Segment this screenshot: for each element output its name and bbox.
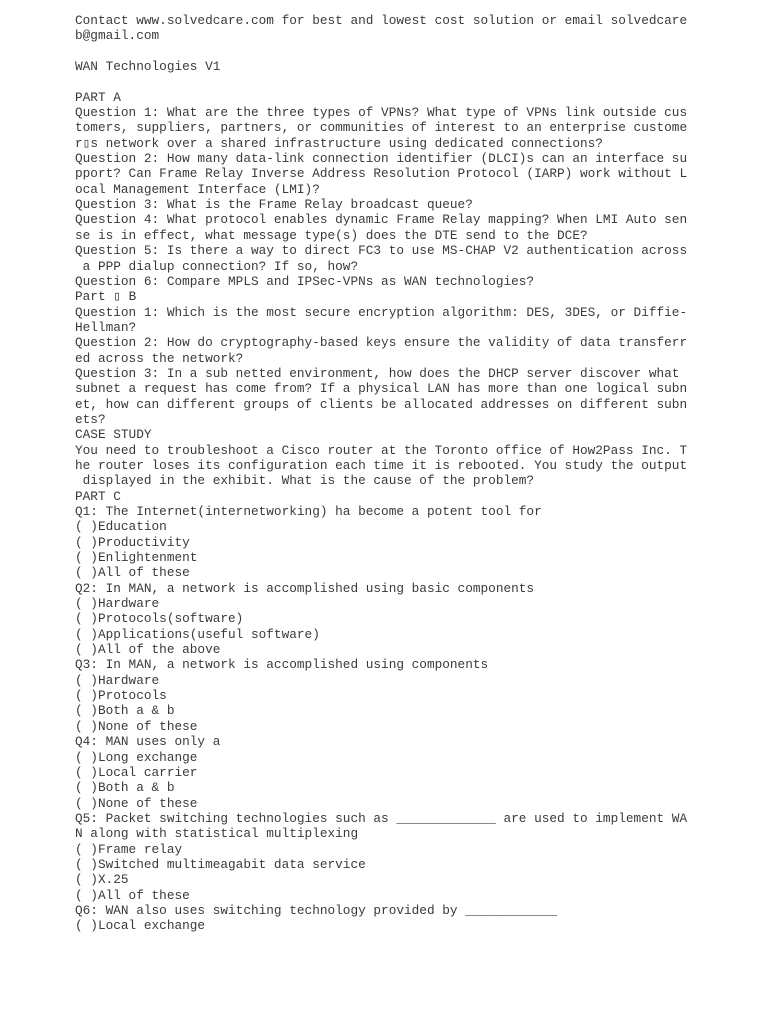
text-line: he router loses its configuration each time it is rebooted. You study the output (75, 457, 688, 473)
text-line: et, how can different groups of clients be allocated addresses on different subn (75, 396, 688, 412)
option-line: ( )Enlightenment (75, 550, 198, 566)
case-study-heading: CASE STUDY (75, 427, 152, 443)
option-line: ( )Education (75, 519, 167, 535)
option-line: ( )Hardware (75, 596, 160, 612)
document-title: WAN Technologies V1 (75, 59, 221, 75)
option-line: ( )Protocols(software) (75, 611, 244, 627)
question-line: Q3: In MAN, a network is accomplished using components (75, 657, 489, 673)
option-line: ( )None of these (75, 795, 198, 811)
option-line: ( )Frame relay (75, 841, 183, 857)
text-line: r▯s network over a shared infrastructure using dedicated connections? (75, 135, 603, 151)
text-line: Question 5: Is there a way to direct FC3 to use MS-CHAP V2 authentication across (75, 243, 688, 259)
option-line: ( )Both a & b (75, 703, 175, 719)
text-line: Question 2: How many data-link connection identifier (DLCI)s can an interface su (75, 151, 688, 167)
text-line: Question 1: Which is the most secure encryption algorithm: DES, 3DES, or Diffie- (75, 304, 688, 320)
part-b-heading: Part ▯ B (75, 289, 137, 305)
spacer (75, 74, 685, 89)
text-line: ocal Management Interface (LMI)? (75, 181, 320, 197)
part-c-heading: PART C (75, 488, 121, 504)
text-line: ed across the network? (75, 350, 244, 366)
text-line: Question 2: How do cryptography-based keys ensure the validity of data transferr (75, 335, 688, 351)
spacer (75, 44, 685, 59)
option-line: ( )Applications(useful software) (75, 626, 320, 642)
text-line: Question 4: What protocol enables dynamic Frame Relay mapping? When LMI Auto sen (75, 212, 688, 228)
option-line: ( )Long exchange (75, 749, 198, 765)
contact-line-1: Contact www.solvedcare.com for best and lowest cost solution or email solvedcare (75, 13, 688, 28)
option-line: ( )All of these (75, 887, 190, 903)
option-line: ( )Protocols (75, 688, 167, 704)
question-line: Q1: The Internet(internetworking) ha become a potent tool for (75, 504, 542, 519)
option-line: ( )All of these (75, 565, 190, 581)
option-line: ( )Hardware (75, 672, 160, 688)
question-line: Q4: MAN uses only a (75, 734, 221, 750)
contact-line-2: b@gmail.com (75, 28, 160, 44)
question-line: Q2: In MAN, a network is accomplished using basic components (75, 580, 535, 596)
option-line: ( )Local carrier (75, 764, 198, 780)
text-line: subnet a request has come from? If a physical LAN has more than one logical subn (75, 381, 688, 397)
text-line: ets? (75, 411, 106, 427)
text-line: a PPP dialup connection? If so, how? (75, 258, 359, 274)
part-a-heading: PART A (75, 89, 121, 105)
option-line: ( )Local exchange (75, 918, 206, 934)
option-line: ( )X.25 (75, 872, 129, 888)
question-line: Q5: Packet switching technologies such as _____________ are used to implement WA (75, 810, 688, 826)
text-line: tomers, suppliers, partners, or communities of interest to an enterprise custome (75, 120, 688, 136)
text-line: Hellman? (75, 319, 137, 335)
text-line: Question 6: Compare MPLS and IPSec-VPNs as WAN technologies? (75, 273, 535, 289)
question-line: Q6: WAN also uses switching technology provided by ____________ (75, 902, 558, 918)
option-line: ( )Productivity (75, 534, 190, 550)
text-line: se is in effect, what message type(s) does the DTE send to the DCE? (75, 227, 588, 243)
option-line: ( )Both a & b (75, 780, 175, 796)
text-line: Question 1: What are the three types of VPNs? What type of VPNs link outside cus (75, 105, 688, 121)
question-line: N along with statistical multiplexing (75, 826, 359, 842)
option-line: ( )Switched multimeagabit data service (75, 856, 366, 872)
text-line: pport? Can Frame Relay Inverse Address Resolution Protocol (IARP) work without L (75, 166, 688, 182)
text-line: Question 3: What is the Frame Relay broadcast queue? (75, 197, 473, 213)
option-line: ( )All of the above (75, 642, 221, 658)
text-line: displayed in the exhibit. What is the cause of the problem? (75, 473, 535, 489)
option-line: ( )None of these (75, 718, 198, 734)
document-page (75, 13, 688, 934)
text-line: You need to troubleshoot a Cisco router at the Toronto office of How2Pass Inc. T (75, 442, 688, 458)
text-line: Question 3: In a sub netted environment, how does the DHCP server discover what (75, 365, 680, 381)
